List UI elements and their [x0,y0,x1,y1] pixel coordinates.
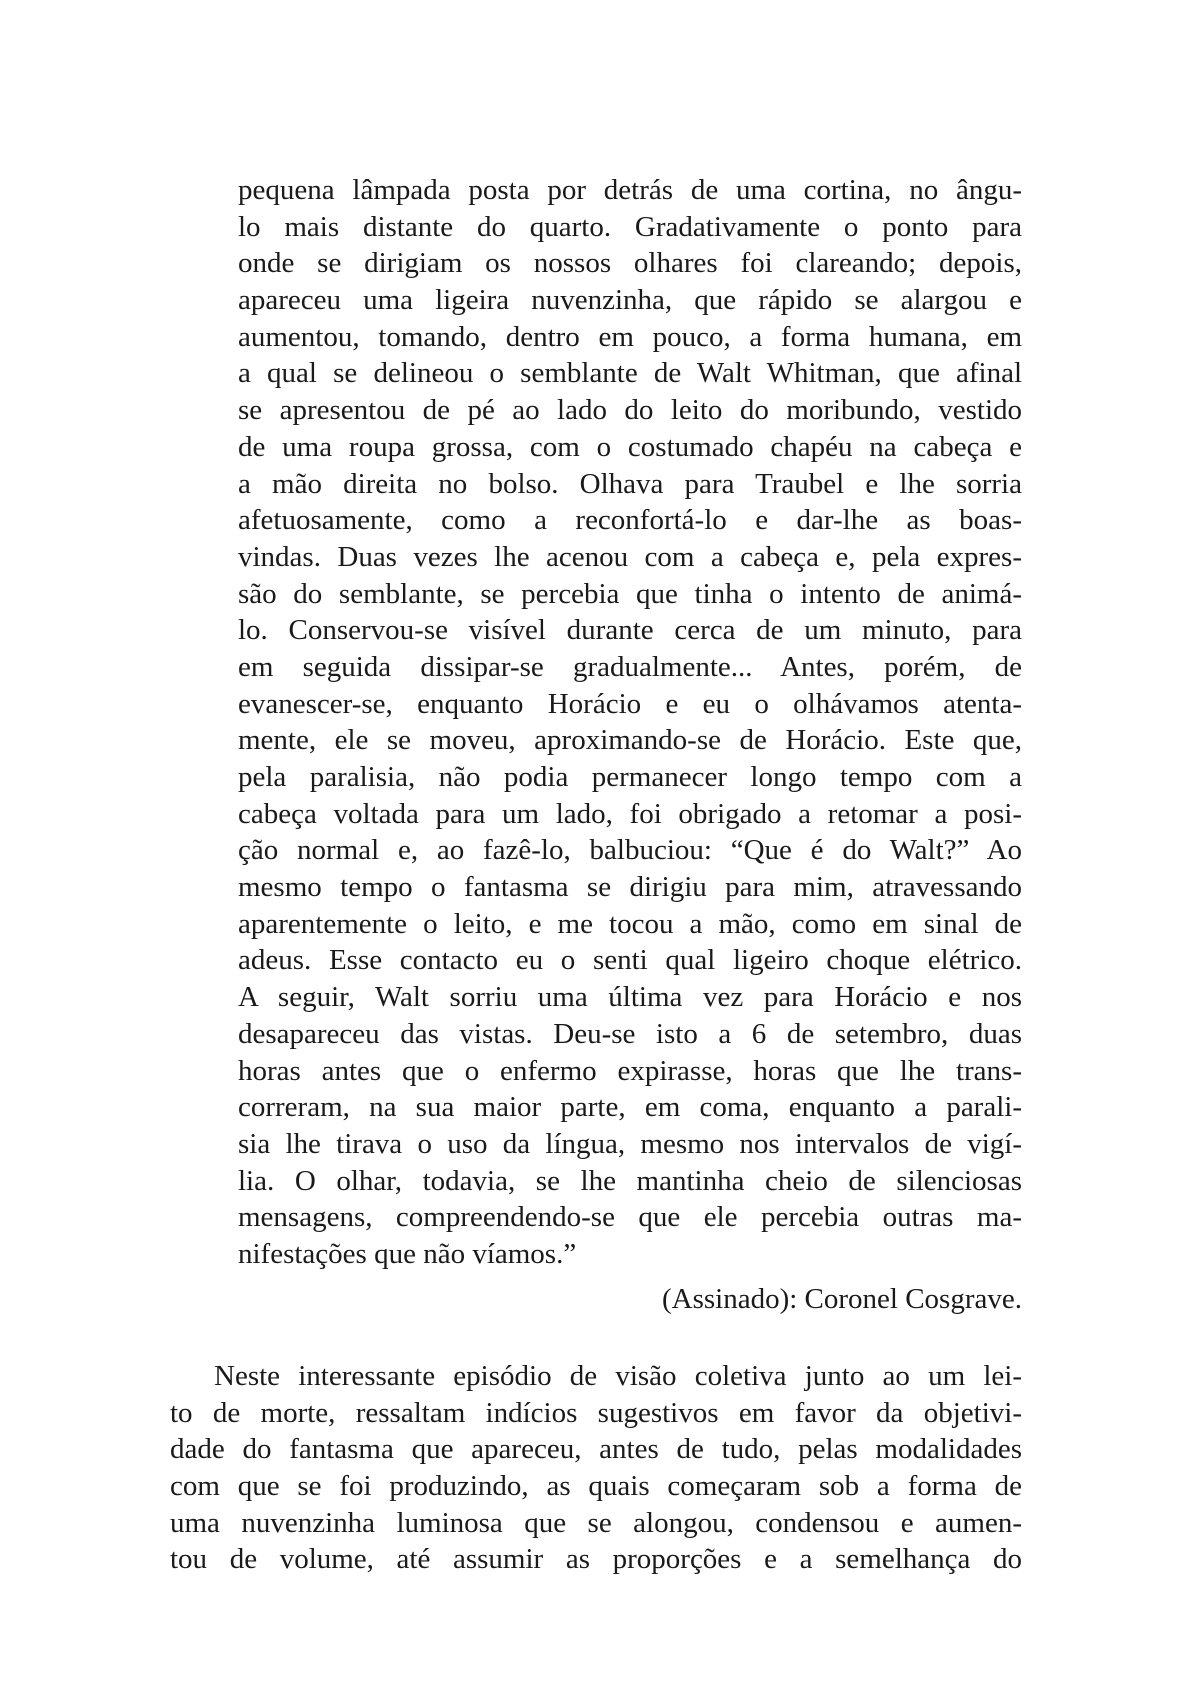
body-line: dade do fantasma que apareceu, antes de tudo, pelas modalidades [170,1433,1022,1466]
quote-line: mensagens, compreendendo-se que ele percebia outras ma- [238,1201,1022,1234]
quote-line: aumentou, tomando, dentro em pouco, a forma humana, em [238,320,1022,353]
quote-line: vindas. Duas vezes lhe acenou com a cabeça e, pela expres- [238,540,1022,573]
quote-line: são do semblante, se percebia que tinha o intento de animá- [238,577,1022,610]
body-line: uma nuvenzinha luminosa que se alongou, condensou e aumen- [170,1506,1022,1539]
quote-line: A seguir, Walt sorriu uma última vez para Horácio e nos [238,981,1022,1014]
quote-line: afetuosamente, como a reconfortá-lo e dar-lhe as boas- [238,504,1022,537]
quote-line: ção normal e, ao fazê-lo, balbuciou: “Que é do Walt?” Ao [238,834,1022,867]
quote-line: a qual se delineou o semblante de Walt Whitman, que afinal [238,357,1022,390]
quote-line: se apresentou de pé ao lado do leito do moribundo, vestido [238,394,1022,427]
quote-line: adeus. Esse contacto eu o senti qual ligeiro choque elétrico. [238,944,1022,977]
quote-line: aparentemente o leito, e me tocou a mão, como em sinal de [238,907,1022,940]
quote-line: lia. O olhar, todavia, se lhe mantinha cheio de silenciosas [238,1164,1022,1197]
quoted-testimony [238,172,1022,1317]
quote-line: evanescer-se, enquanto Horácio e eu o olhávamos atenta- [238,687,1022,720]
body-paragraph [170,1358,1022,1578]
quote-line: nifestações que não víamos.” [238,1237,577,1270]
quote-line: correram, na sua maior parte, em coma, enquanto a parali- [238,1091,1022,1124]
quote-line: onde se dirigiam os nossos olhares foi clareando; depois, [238,247,1022,280]
quote-line: apareceu uma ligeira nuvenzinha, que rápido se alargou e [238,284,1022,317]
quote-line: mente, ele se moveu, aproximando-se de Horácio. Este que, [238,724,1022,757]
quote-line: lo mais distante do quarto. Gradativamente o ponto para [238,210,1022,243]
quote-line: pequena lâmpada posta por detrás de uma cortina, no ângu- [238,174,1022,206]
quote-line: pela paralisia, não podia permanecer longo tempo com a [238,761,1022,793]
body-line: Neste interessante episódio de visão coletiva junto ao um lei- [214,1360,1022,1392]
quote-line: desapareceu das vistas. Deu-se isto a 6 de setembro, duas [238,1017,1022,1050]
quote-line: a mão direita no bolso. Olhava para Traubel e lhe sorria [238,467,1022,500]
body-line: com que se foi produzindo, as quais começaram sob a forma de [170,1470,1022,1503]
quote-line: sia lhe tirava o uso da língua, mesmo nos intervalos de vigí- [238,1127,1022,1160]
quote-line: lo. Conservou-se visível durante cerca de um minuto, para [238,614,1022,647]
quote-line: horas antes que o enfermo expirasse, horas que lhe trans- [238,1054,1022,1087]
body-line: tou de volume, até assumir as proporções e a semelhança do [170,1543,1022,1576]
quote-line: de uma roupa grossa, com o costumado chapéu na cabeça e [238,430,1022,463]
quote-line: mesmo tempo o fantasma se dirigiu para mim, atravessando [238,871,1022,904]
quote-line: cabeça voltada para um lado, foi obrigado a retomar a posi- [238,797,1022,830]
signature: (Assinado): Coronel Cosgrave. [661,1282,1022,1315]
body-line: to de morte, ressaltam indícios sugestivos em favor da objetivi- [170,1396,1022,1429]
quote-line: em seguida dissipar-se gradualmente... Antes, porém, de [238,650,1022,683]
